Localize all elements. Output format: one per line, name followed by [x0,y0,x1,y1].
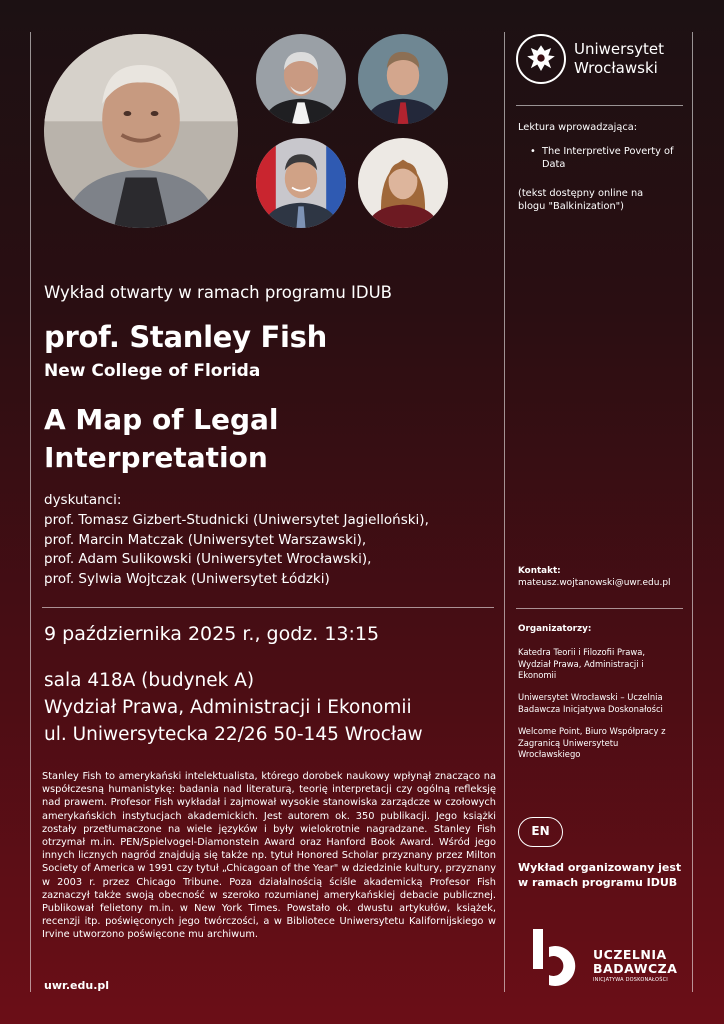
contact-label: Kontakt: [518,566,561,576]
column-divider-line [504,32,505,992]
website-link[interactable]: uwr.edu.pl [44,979,110,992]
left-border-line [30,32,31,992]
sidebar-divider-top [516,105,683,106]
contact-email[interactable]: mateusz.wojtanowski@uwr.edu.pl [518,578,671,588]
discussant-photo-1 [256,34,346,124]
university-name-line1: Uniwersytet [574,40,664,58]
speaker-affiliation: New College of Florida [44,361,261,381]
event-location [44,667,423,748]
sidebar-divider-middle [516,608,683,609]
speaker-name: prof. Stanley Fish [44,320,327,354]
uczelnia-badawcza-wordmark [593,948,677,976]
discussant-photo-4 [358,138,448,228]
reading-label: Lektura wprowadzająca: [518,122,638,133]
reading-note: (tekst dostępny online na blogu "Balkinization") [518,188,644,212]
organizer-item: Katedra Teorii i Filozofii Prawa, Wydział Prawa, Administracji i Ekonomii [518,647,646,680]
discussant-photo-2 [358,34,448,124]
event-address: ul. Uniwersytecka 22/26 50-145 Wrocław [44,724,423,745]
discussant-photo-3 [256,138,346,228]
program-note: Wykład organizowany jest w ramach programu IDUB [518,861,682,889]
event-kicker: Wykład otwarty w ramach programu IDUB [44,283,392,302]
discussant-item: prof. Tomasz Gizbert-Studnicki (Uniwersytet Jagielloński), [44,512,429,528]
right-border-line [692,32,693,992]
ub-line1: UCZELNIA [593,947,667,962]
university-name [574,40,664,78]
main-divider [42,607,494,608]
university-eagle-logo [516,34,566,84]
ub-line2: BADAWCZA [593,961,678,976]
organizer-item: Welcome Point, Biuro Współpracy z Zagranicą Uniwersytetu Wrocławskiego [518,726,666,759]
language-badge: EN [518,817,563,847]
event-room: sala 418A (budynek A) [44,670,255,691]
discussant-item: prof. Sylwia Wojtczak (Uniwersytet Łódzki) [44,570,330,587]
uczelnia-badawcza-logo [531,927,589,991]
discussant-item: prof. Marcin Matczak (Uniwersytet Warszawski), [44,531,367,548]
organizer-item: Uniwersytet Wrocławski – Uczelnia Badawcza Inicjatywa Doskonałości [518,692,663,714]
university-name-line2: Wrocławski [574,59,658,77]
event-faculty: Wydział Prawa, Administracji i Ekonomii [44,697,412,718]
bullet-icon: • [530,146,536,157]
ub-subtitle: INICJATYWA DOSKONAŁOŚCI [593,977,668,983]
discussant-item: prof. Adam Sulikowski (Uniwersytet Wrocławski), [44,551,372,567]
discussants-list [44,511,429,589]
lecture-title: A Map of Legal Interpretation [44,403,279,474]
reading-item[interactable] [530,146,680,171]
reading-item-title[interactable]: The Interpretive Poverty of Data [542,146,674,170]
discussants-label: dyskutanci: [44,492,122,508]
speaker-portrait [44,34,238,228]
speaker-bio: Stanley Fish to amerykański intelektualista, którego dorobek naukowy wpłynął znacząco na współczesną humanistykę: badania nad literaturą, teorię interpretacji czy ogólną refleksję nad prawem. Profesor Fish wykładał i zajmował wysokie stanowiska zarządcze w czołowych amerykańskich instytucjach akademickich. Jest autorem ok. 350 publikacji. Jego książki zostały przetłumaczone na wiele języków i były wielokrotnie nagradzane. Stanley Fish otrzymał m.in. PEN/Spielvogel-Diamonstein Award oraz Hanford Book Award. Wśród jego innych licznych nagród znajdują się także np. tytuł Honored Scholar przyznany przez Milton Society of America w 1991 czy tytuł „Chicagoan of the Year" w dziedzinie kultury, przyznany w 2003 r. przez Chicago Tribune. Poza działalnością ściśle akademicką Profesor Fish zaznaczył także swoją obecność w szeroko rozumianej amerykańskiej debacie publicznej. Publikował felietony m.in. w New York Times. Powstało ok. dwustu artykułów, książek, recenzji itp. poświęconych jego twórczości, a w Bibliotece Uniwersytetu Kalifornijskiego w Irvine utworzono poświęcone mu archiwum. [42,771,496,941]
event-date-time: 9 października 2025 r., godz. 13:15 [44,623,380,645]
organizers-label: Organizatorzy: [518,624,592,634]
